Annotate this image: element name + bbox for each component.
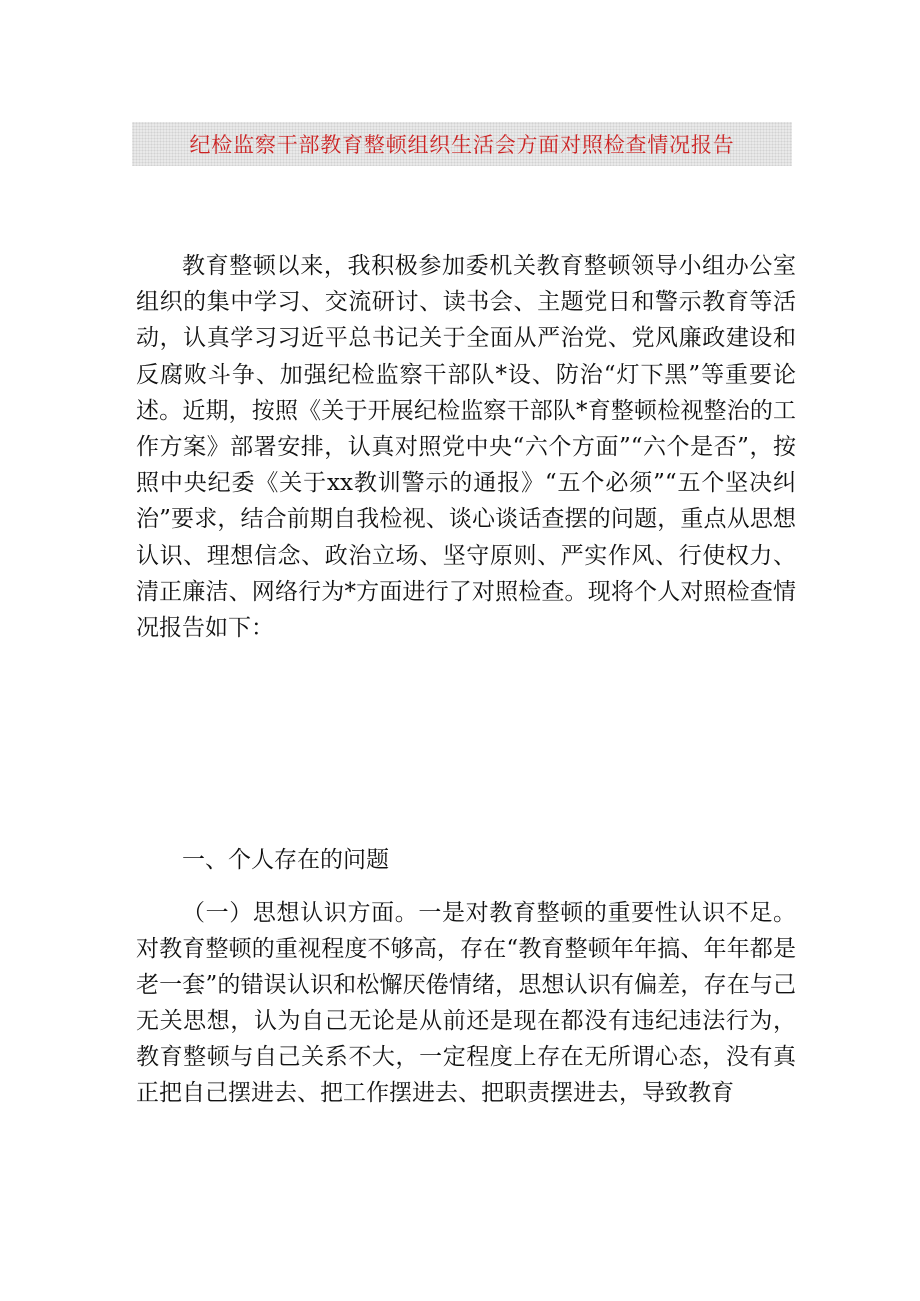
section-heading: 一、个人存在的问题 (182, 847, 389, 873)
title-banner (132, 122, 792, 166)
document-title: 纪检监察干部教育整顿组织生活会方面对照检查情况报告 (189, 133, 735, 157)
paragraph-section-1: （一）思想认识方面。一是对教育整顿的重要性认识不足。对教育整顿的重视程度不够高，存在“教育整顿年年搞、年年都是老一套”的错误认识和松懈厌倦情绪，思想认识有偏差，存在与己无关思想，认为自己无论是从前还是现在都没有违纪违法行为，教育整顿与自己关系不大，一定程度上存在无所谓心态，没有真正把自己摆进去、把工作摆进去、把职责摆进去，导致教育 (136, 900, 796, 1106)
paragraph-intro: 教育整顿以来，我积极参加委机关教育整顿领导小组办公室组织的集中学习、交流研讨、读书会、主题党日和警示教育等活动，认真学习习近平总书记关于全面从严治党、党风廉政建设和反腐败斗争、加强纪检监察干部队*设、防治“灯下黑”等重要论述。近期，按照《关于开展纪检监察干部队*育整顿检视整治的工作方案》部署安排，认真对照党中央“六个方面”“六个是否”，按照中央纪委《关于xx教训警示的通报》“五个必须”“五个坚决纠治”要求，结合前期自我检视、谈心谈话查摆的问题，重点从思想认识、理想信念、政治立场、坚守原则、严实作风、行使权力、清正廉洁、网络行为*方面进行了对照检查。现将个人对照检查情况报告如下： (136, 253, 796, 642)
